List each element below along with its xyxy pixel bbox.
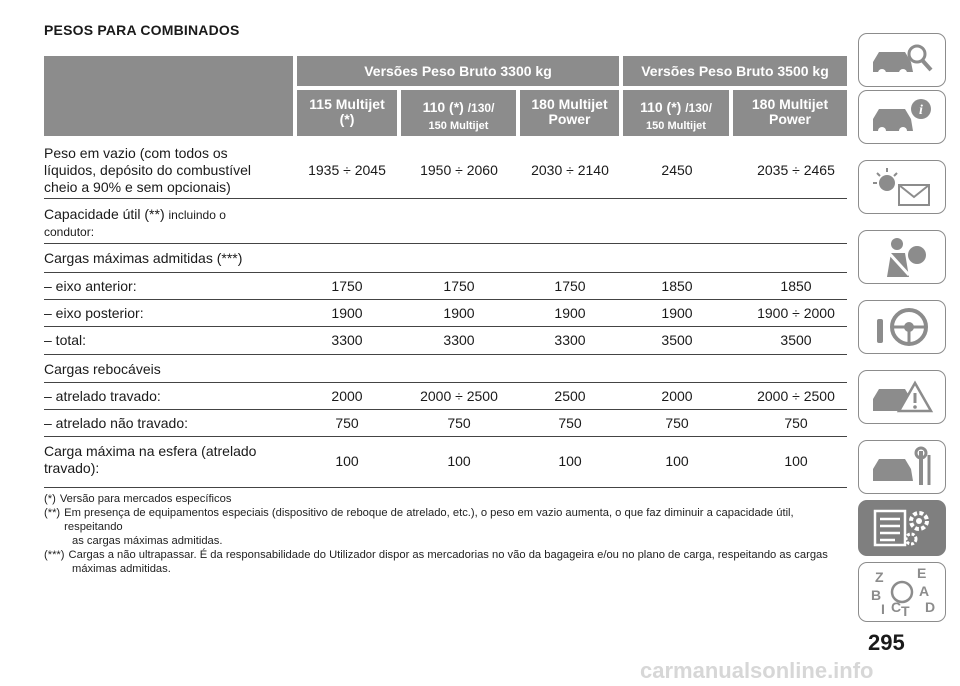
column-header-110-130-150-a [401,90,516,136]
table-cell: 1900 [331,305,363,321]
row-label: Cargas rebocáveis [44,361,161,377]
table-cell: 1900 [661,305,693,321]
page-number: 295 [868,630,905,655]
label-line: incluindo o [168,208,226,222]
row-label: Cargas máximas admitidas (***) [44,250,243,266]
index-letter: D [925,599,936,615]
nav-tab-driving[interactable] [858,300,946,354]
table-cell: 1750 [554,278,586,294]
nav-tab-emergency[interactable] [858,370,946,424]
section-title: PESOS PARA COMBINADOS [44,22,240,38]
table-cell: 750 [665,415,689,431]
row-label: – eixo posterior: [44,305,144,321]
table-row-towable-loads [44,355,847,383]
table-row-unbraked-trailer [44,410,847,437]
table-cell: 2035 ÷ 2465 [757,162,835,178]
label-line: Carga máxima na esfera (atrelado [44,443,257,459]
table-row-max-loads [44,244,847,273]
label-line: Peso em vazio (com todos os [44,145,228,161]
col-line: 110 (*) [640,99,682,115]
table-cell: 750 [784,415,808,431]
row-label: – atrelado não travado: [44,415,188,431]
footnote [44,492,844,506]
table-row-front-axle [44,273,847,300]
col-line: Power [548,111,591,127]
table-cell: 2030 ÷ 2140 [531,162,609,178]
table-cell: 1850 [780,278,812,294]
table-row-rear-axle [44,300,847,327]
column-header-180-power-a [520,90,619,136]
table-cell: 2000 [331,388,363,404]
label-line: cheio a 90% e sem opcionais) [44,179,231,195]
col-line: /130/ [685,101,712,115]
label-line: líquidos, depósito do combustível [44,162,252,178]
row-label [44,206,226,241]
index-letter: C [891,599,902,615]
table-cell: 750 [558,415,582,431]
footnote-key: (**) [44,507,61,519]
table-cell: 3500 [780,332,812,348]
footnote-continuation: máximas admitidas. [72,563,171,575]
table-cell: 100 [335,453,359,469]
table-cell: 2000 ÷ 2500 [757,388,835,404]
table-cell: 3300 [554,332,586,348]
table-cell: 3300 [443,332,475,348]
table-cell: 2000 [661,388,693,404]
col-line: 180 Multijet [751,96,829,112]
col-line: 115 Multijet [309,96,385,112]
index-letter: B [871,587,882,603]
seatbelt-airbag-icon [865,235,939,279]
table-row-total [44,327,847,355]
row-label: – atrelado travado: [44,388,161,404]
footnote-key: (*) [44,493,56,505]
car-search-icon [865,38,939,82]
column-header-180-power-b [733,90,847,136]
nav-tab-technical-specs[interactable] [858,500,946,556]
table-cell: 1750 [331,278,363,294]
col-line: 110 (*) [422,99,464,115]
table-cell: 750 [335,415,359,431]
table-cell: 2450 [661,162,693,178]
header-blank-cell [44,56,293,136]
column-header-110-130-150-b [623,90,729,136]
label-line: travado): [44,460,100,476]
table-cell: 1900 [554,305,586,321]
col-line: 150 Multijet [646,120,706,132]
warning-lights-mail-icon [865,165,939,209]
table-row-towball-load [44,437,847,488]
footnote [44,506,844,534]
watermark: carmanualsonline.info [640,658,874,683]
footnote-text: Cargas a não ultrapassar. É da responsabilidade do Utilizador dispor as mercadorias no vão da bagageira e/ou no plano de carga, respeitando as cargas [68,549,828,561]
table-row-braked-trailer [44,383,847,410]
car-warning-icon [865,375,939,419]
table-cell: 2500 [554,388,586,404]
table-cell: 2000 ÷ 2500 [420,388,498,404]
col-line: /130/ [467,101,495,115]
col-line: (*) [339,111,355,127]
group-header-3500: Versões Peso Bruto 3500 kg [623,56,847,86]
specs-gear-icon [865,505,939,551]
col-line: 180 Multijet [531,96,608,112]
table-cell: 1900 [443,305,475,321]
index-letter: A [919,583,930,599]
nav-tab-index[interactable] [858,562,946,622]
footnotes [44,492,844,576]
label-line: Capacidade útil (**) [44,206,165,222]
table-cell: 1850 [661,278,693,294]
col-line: Power [768,111,811,127]
table-row-empty-weight [44,137,847,199]
footnote-continuation: as cargas máximas admitidas. [72,535,223,547]
group-header-3300: Versões Peso Bruto 3300 kg [297,56,619,86]
row-label [44,145,251,196]
nav-tab-warning-lights[interactable] [858,160,946,214]
table-cell: 1935 ÷ 2045 [308,162,386,178]
table-cell: 100 [558,453,582,469]
nav-tab-maintenance[interactable] [858,440,946,494]
table-cell: 3500 [661,332,693,348]
table-cell: 750 [447,415,471,431]
table-cell: 100 [784,453,808,469]
nav-tab-car-search[interactable] [858,33,946,87]
label-line: condutor: [44,225,95,239]
steering-wheel-icon [865,305,939,349]
footnote-text: Versão para mercados específicos [59,493,232,505]
table-cell: 1900 ÷ 2000 [757,305,835,321]
column-header-115-multijet [297,90,397,136]
row-label: – eixo anterior: [44,278,137,294]
svg-text:i: i [919,103,923,118]
index-letter: I [881,601,885,617]
car-tools-icon [865,445,939,489]
nav-tab-car-info[interactable] [858,90,946,144]
table-cell: 1950 ÷ 2060 [420,162,498,178]
row-label: – total: [44,332,87,348]
table-row-payload [44,199,847,244]
table-cell: 3300 [331,332,363,348]
index-letter: E [917,566,927,581]
nav-tab-safety[interactable] [858,230,946,284]
table-cell: 1750 [443,278,475,294]
footnote-text: Em presença de equipamentos especiais (dispositivo de reboque de atrelado, etc.), o peso em vazio aumenta, o que faz diminuir a capacidade útil, respeitando [64,507,794,533]
index-letter: T [901,603,910,618]
index-letter: Z [875,569,884,585]
car-info-icon [865,95,939,139]
footnote-key: (***) [44,549,65,561]
alphabetical-index-icon [865,566,939,618]
table-cell: 100 [665,453,689,469]
col-line: 150 Multijet [428,120,489,132]
table-cell: 100 [447,453,471,469]
row-label [44,443,256,477]
footnote [44,548,844,562]
